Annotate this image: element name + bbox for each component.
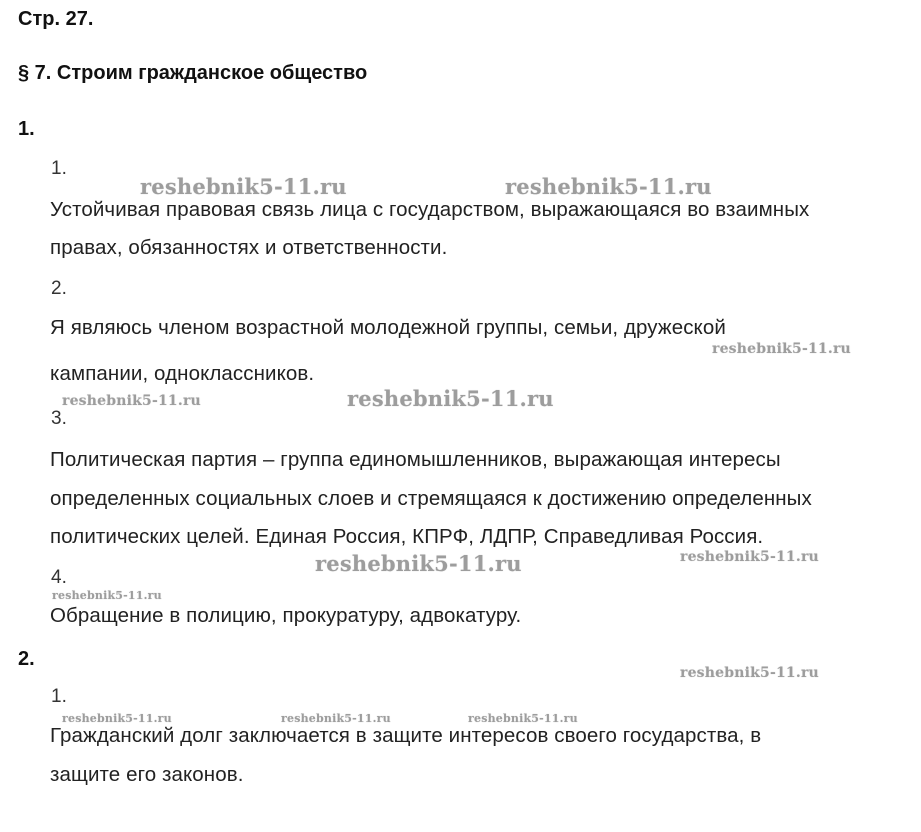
- watermark: reshebnik5-11.ru: [680, 665, 819, 681]
- q1-item-1-number: 1.: [51, 158, 67, 179]
- watermark: reshebnik5-11.ru: [347, 386, 554, 411]
- watermark: reshebnik5-11.ru: [505, 174, 712, 199]
- q2-item-1-line-1: Гражданский долг заключается в защите интересов своего государства, в: [50, 724, 762, 747]
- page-heading: Стр. 27.: [18, 8, 94, 30]
- q2-item-1-line-2: защите его законов.: [50, 763, 244, 786]
- watermark: reshebnik5-11.ru: [62, 712, 172, 725]
- watermark: reshebnik5-11.ru: [62, 393, 201, 409]
- q1-item-2-line-2: кампании, одноклассников.: [50, 362, 315, 385]
- question-2-number: 2.: [18, 648, 35, 670]
- watermark: reshebnik5-11.ru: [52, 589, 162, 602]
- watermark: reshebnik5-11.ru: [281, 712, 391, 725]
- question-1-number: 1.: [18, 118, 35, 140]
- watermark: reshebnik5-11.ru: [680, 549, 819, 565]
- q1-item-3-line-3: политических целей. Единая Россия, КПРФ, ЛДПР, Справедливая Россия.: [50, 525, 764, 548]
- q1-item-1-line-2: правах, обязанностях и ответственности.: [50, 236, 448, 259]
- q1-item-4-line-1: Обращение в полицию, прокуратуру, адвокатуру.: [50, 604, 522, 627]
- q1-item-4-number: 4.: [51, 567, 67, 588]
- q1-item-2-number: 2.: [51, 278, 67, 299]
- watermark: reshebnik5-11.ru: [712, 341, 851, 357]
- q1-item-3-number: 3.: [51, 408, 67, 429]
- watermark: reshebnik5-11.ru: [468, 712, 578, 725]
- watermark: reshebnik5-11.ru: [315, 551, 522, 576]
- q1-item-2-line-1: Я являюсь членом возрастной молодежной группы, семьи, дружеской: [50, 316, 726, 339]
- section-title: § 7. Строим гражданское общество: [18, 62, 368, 84]
- q1-item-3-line-2: определенных социальных слоев и стремящаяся к достижению определенных: [50, 487, 812, 510]
- q1-item-3-line-1: Политическая партия – группа единомышленников, выражающая интересы: [50, 448, 781, 471]
- q2-item-1-number: 1.: [51, 686, 67, 707]
- watermark: reshebnik5-11.ru: [140, 174, 347, 199]
- q1-item-1-line-1: Устойчивая правовая связь лица с государством, выражающаяся во взаимных: [50, 198, 810, 221]
